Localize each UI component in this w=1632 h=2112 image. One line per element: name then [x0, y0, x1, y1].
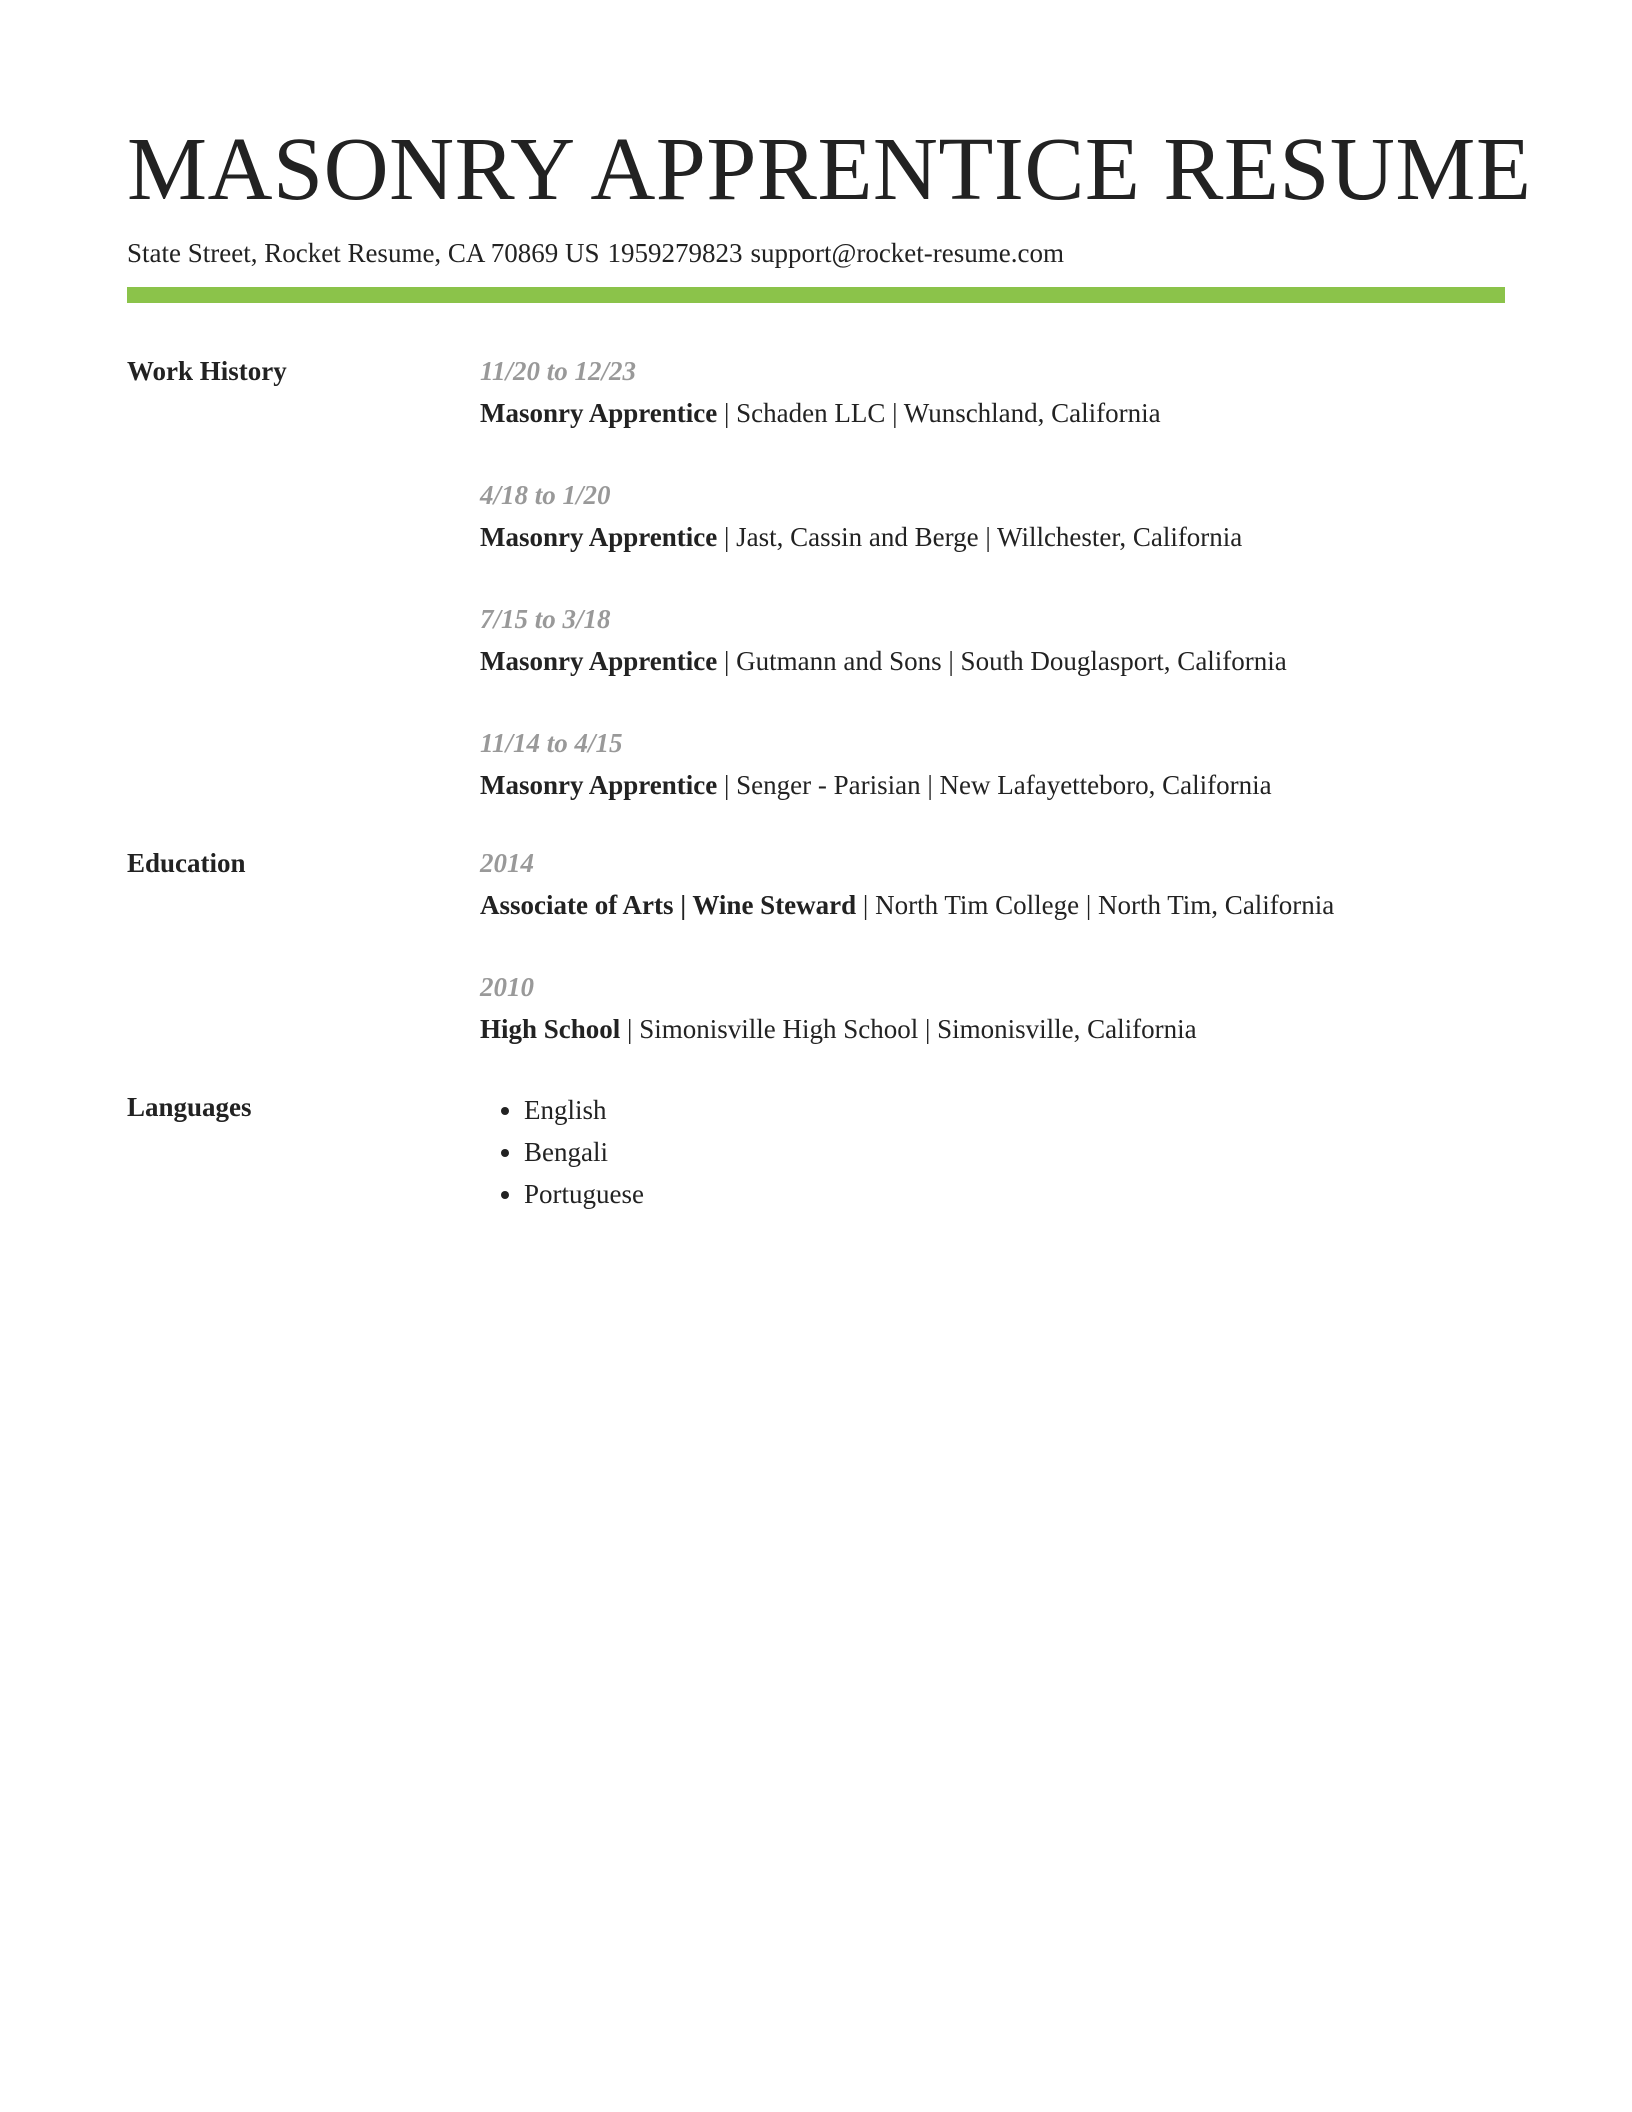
contact-email: support@rocket-resume.com — [750, 238, 1064, 268]
entry-date: 2014 — [480, 848, 534, 878]
entry-date: 2010 — [480, 972, 534, 1002]
language-item: • Bengali — [524, 1131, 1505, 1173]
entry-employer-location: | Jast, Cassin and Berge | Willchester, California — [717, 522, 1243, 552]
entry-details — [480, 1011, 1505, 1047]
languages-list — [480, 1089, 1505, 1215]
language-item: • English — [524, 1089, 1505, 1131]
entry-date: 7/15 to 3/18 — [480, 604, 611, 634]
education-section — [127, 845, 1505, 1089]
entry-role: Masonry Apprentice — [480, 522, 718, 552]
entry-degree: Associate of Arts | Wine Steward — [480, 890, 857, 920]
education-entry — [480, 969, 1505, 1047]
entry-employer-location: | Schaden LLC | Wunschland, California — [717, 398, 1161, 428]
entry-school-location: | Simonisville High School | Simonisville, California — [620, 1014, 1197, 1044]
entry-details — [480, 519, 1505, 555]
entry-role: Masonry Apprentice — [480, 770, 718, 800]
resume-page — [127, 115, 1532, 1215]
section-label: Education — [127, 848, 246, 878]
section-label: Languages — [127, 1092, 252, 1122]
entry-role: Masonry Apprentice — [480, 398, 718, 428]
resume-sections — [127, 353, 1505, 1215]
work-entry — [480, 353, 1505, 431]
contact-line — [127, 235, 1505, 271]
education-entries — [480, 845, 1505, 1089]
entry-date: 11/14 to 4/15 — [480, 728, 623, 758]
entry-details — [480, 395, 1505, 431]
section-label: Work History — [127, 356, 287, 386]
entry-role: Masonry Apprentice — [480, 646, 718, 676]
languages-list-container — [480, 1089, 1505, 1215]
header-divider — [127, 287, 1505, 303]
entry-degree: High School — [480, 1014, 621, 1044]
resume-title: MASONRY APPRENTICE RESUME — [127, 120, 1532, 219]
education-entry — [480, 845, 1505, 923]
work-entry — [480, 477, 1505, 555]
work-history-section — [127, 353, 1505, 845]
work-entry — [480, 725, 1505, 803]
entry-employer-location: | Senger - Parisian | New Lafayetteboro, California — [717, 770, 1272, 800]
languages-section — [127, 1089, 1505, 1215]
entry-details — [480, 767, 1505, 803]
entry-employer-location: | Gutmann and Sons | South Douglasport, California — [717, 646, 1287, 676]
entry-date: 11/20 to 12/23 — [480, 356, 637, 386]
work-entry — [480, 601, 1505, 679]
contact-address: State Street, Rocket Resume, CA 70869 US — [127, 238, 600, 268]
language-item: • Portuguese — [524, 1173, 1505, 1215]
entry-details — [480, 643, 1505, 679]
contact-phone: 1959279823 — [607, 238, 743, 268]
entry-school-location: | North Tim College | North Tim, California — [856, 890, 1335, 920]
entry-details — [480, 887, 1505, 923]
work-history-entries — [480, 353, 1505, 845]
entry-date: 4/18 to 1/20 — [480, 480, 611, 510]
